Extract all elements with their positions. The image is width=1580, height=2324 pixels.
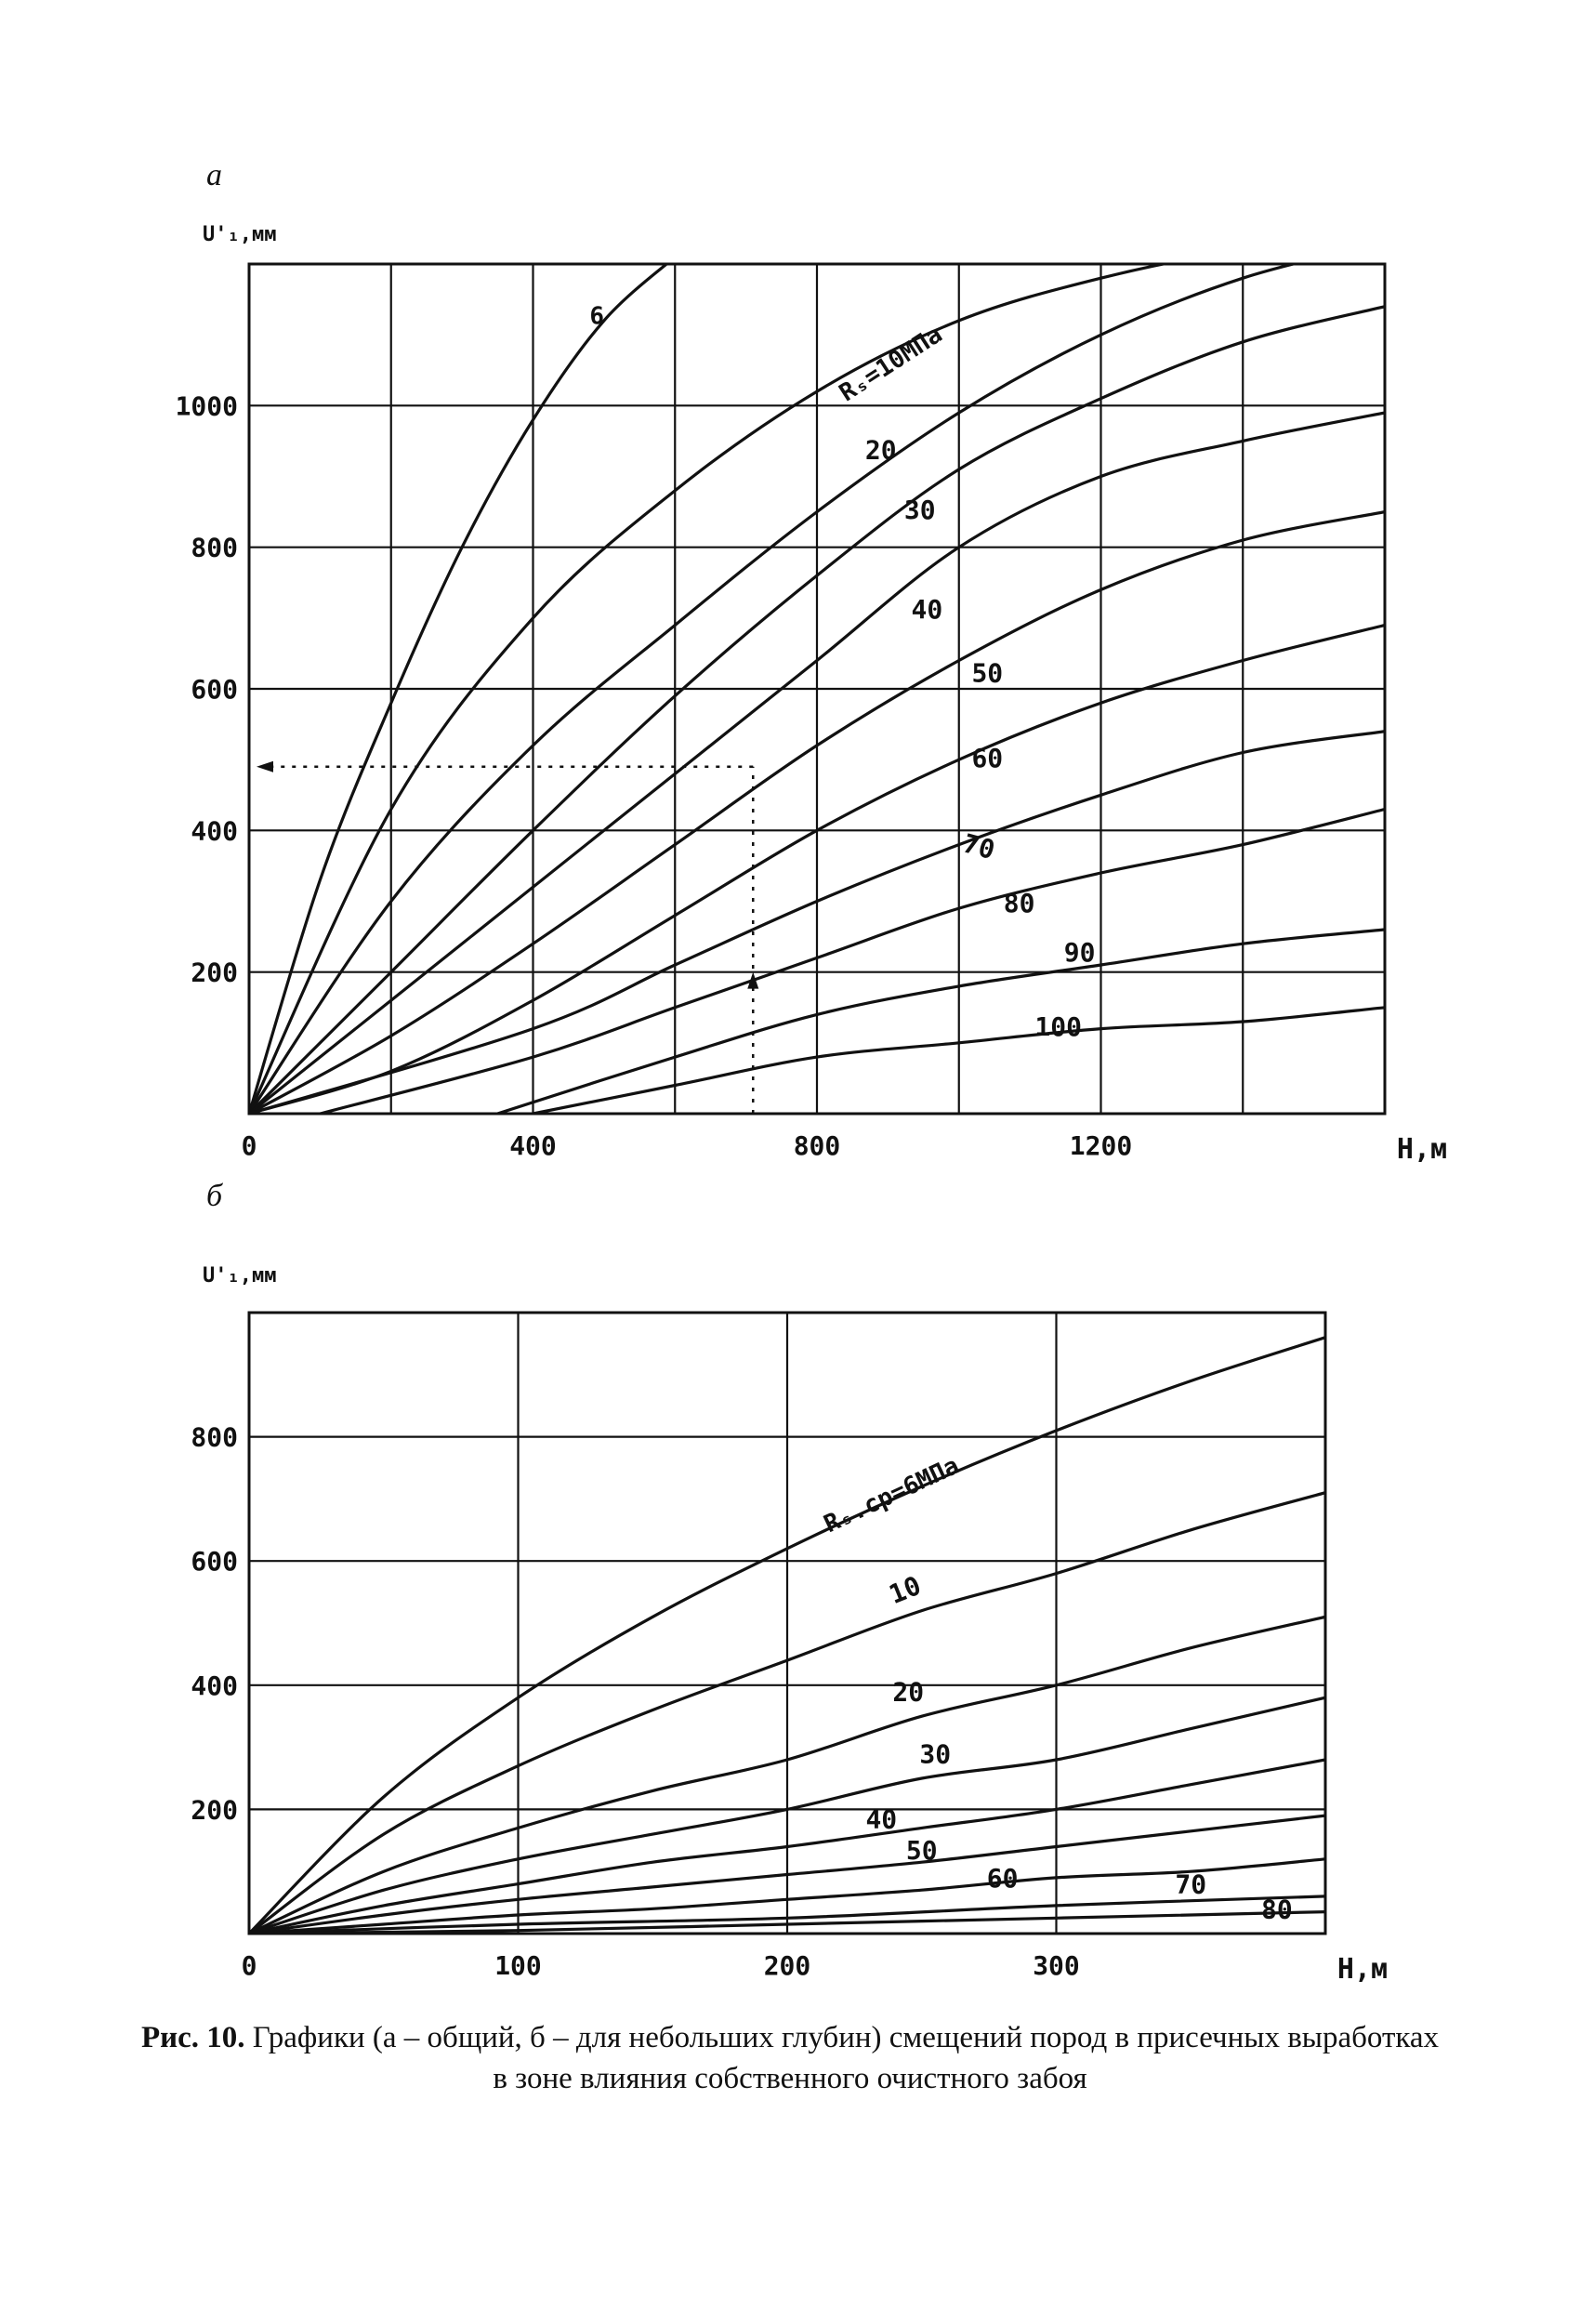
x-tick-label: 0 [241,1950,257,1981]
y-tick-label: 200 [191,957,238,988]
x-tick-label: 0 [241,1130,257,1161]
series-label: 50 [905,1834,938,1866]
series-label: 40 [865,1803,898,1835]
series-label: 40 [911,593,943,625]
series-label: 50 [971,657,1004,689]
series-label: Rₛ.ср=6МПа [820,1451,964,1539]
series-label: 10 [884,1569,926,1611]
series-label: 70 [959,827,998,866]
series-label: 60 [971,742,1004,773]
series-label: 60 [986,1862,1019,1894]
x-tick-label: 400 [509,1130,557,1161]
x-tick-label: 800 [793,1130,841,1161]
y-tick-label: 400 [191,1670,238,1701]
y-tick-label: 600 [191,674,238,705]
figure-label: Рис. 10. [140,2021,245,2054]
series-line-6 [249,257,675,1114]
x-tick-label: 200 [763,1950,811,1981]
x-axis-label: Н,м [1396,1133,1448,1166]
series-label: Rₛ=10МПа [834,320,948,408]
chart-b [0,1208,1580,2324]
y-tick-label: 200 [191,1794,238,1826]
panel-a-letter: а [206,158,222,192]
x-axis-label: Н,м [1336,1953,1389,1986]
panel-b-letter: б [206,1179,223,1213]
x-tick-label: 300 [1033,1950,1080,1981]
series-line-80 [320,810,1385,1115]
series-label: 30 [903,495,936,526]
x-tick-label: 100 [494,1950,542,1981]
guide-arrow-left [257,761,273,772]
series-label: 80 [1261,1894,1293,1925]
series-label: 20 [864,434,897,466]
series-label: 6 [589,302,605,331]
y-tick-label: 1000 [175,390,238,422]
panel-a-ylabel: U'₁,мм [203,223,277,246]
y-tick-label: 800 [191,532,238,563]
y-tick-label: 800 [191,1421,238,1453]
figure-caption [139,2017,1441,2099]
x-tick-label: 1200 [1069,1130,1133,1161]
y-tick-label: 600 [191,1546,238,1578]
panel-b-ylabel: U'₁,мм [203,1264,277,1287]
series-label: 70 [1175,1868,1207,1900]
series-label: 90 [1063,937,1096,969]
series-label: 80 [1003,887,1035,918]
figure-caption-text: Графики (а – общий, б – для небольших глубин) смещений пород в присечных выработках в зоне влияния собственного очистного забоя [252,2021,1440,2095]
series-label: 30 [919,1738,952,1770]
series-label: 20 [892,1676,925,1708]
series-label: 100 [1034,1011,1082,1043]
y-tick-label: 400 [191,815,238,847]
